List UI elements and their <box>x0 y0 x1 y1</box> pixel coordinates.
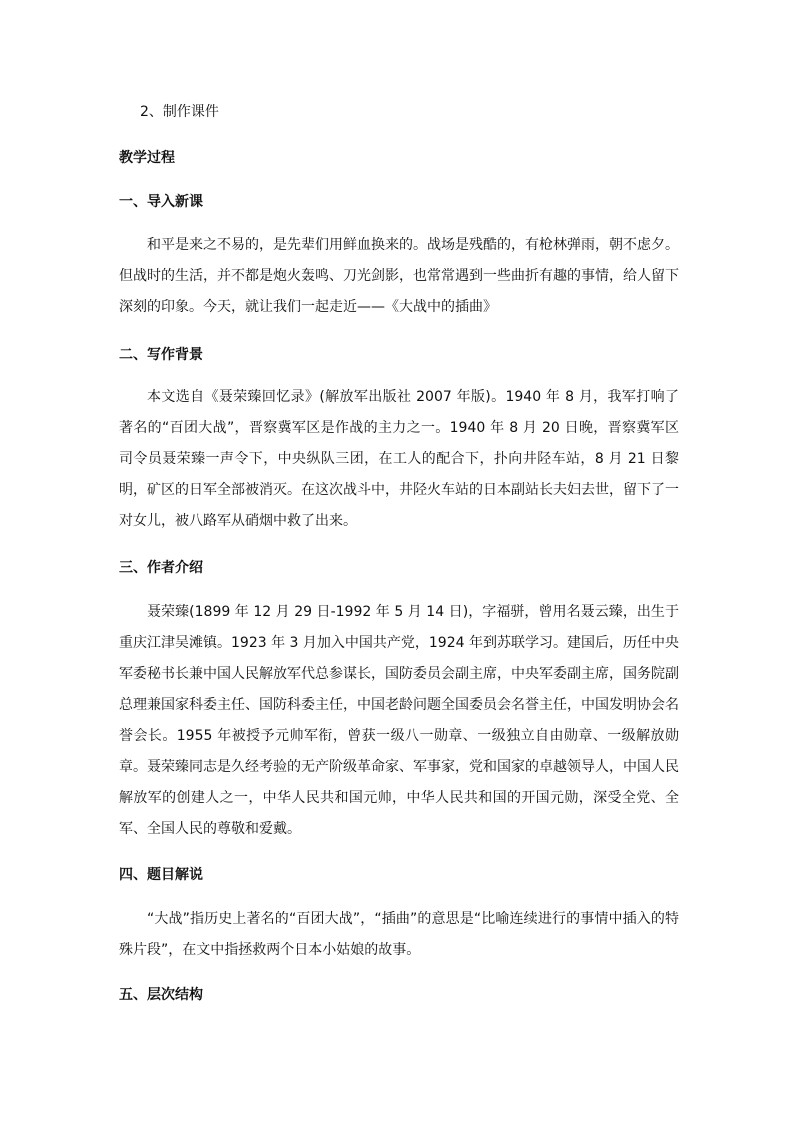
section-heading-structure: 五、层次结构 <box>119 987 203 1003</box>
teaching-process-heading: 教学过程 <box>119 150 175 166</box>
section-paragraph-background: 本文选自《聂荣臻回忆录》(解放军出版社 2007 年版)。1940 年 8 月，我军打响了著名的“百团大战”，晋察冀军区是作战的主力之一。1940 年 8 月 20 日晚，晋察冀军区司令员聂荣臻一声令下，中央纵队三团，在工人的配合下，扑向井陉车站，8 月 21 日黎明，矿区的日军全部被消灭。在这次战斗中，井陉火车站的日本副站长夫妇去世，留下了一对女儿，被八路军从硝烟中救了出来。 <box>119 389 679 529</box>
section-paragraph-author: 聂荣臻(1899 年 12 月 29 日-1992 年 5 月 14 日)，字福骈，曾用名聂云臻，出生于重庆江津吴滩镇。1923 年 3 月加入中国共产党，1924 年到苏联学习。建国后，历任中央军委秘书长兼中国人民解放军代总参谋长，国防委员会副主席，中央军委副主席，国务院副总理兼国家科委主任、国防科委主任，中国老龄问题全国委员会名誉主任，中国发明协会名誉会长。1955 年被授予元帅军衔，曾获一级八一勋章、一级独立自由勋章、一级解放勋章。聂荣臻同志是久经考验的无产阶级革命家、军事家，党和国家的卓越领导人，中国人民解放军的创建人之一，中华人民共和国元帅，中华人民共和国的开国元勋，深受全党、全军、全国人民的尊敬和爱戴。 <box>119 604 679 837</box>
section-heading-background: 二、写作背景 <box>119 347 203 363</box>
section-heading-intro: 一、导入新课 <box>119 194 203 210</box>
prep-item: 2、制作课件 <box>140 104 219 120</box>
section-heading-author: 三、作者介绍 <box>119 560 203 576</box>
section-paragraph-title-explanation: “大战”指历史上著名的“百团大战”，“插曲”的意思是“比喻连续进行的事情中插入的特殊片段”，在文中指拯救两个日本小姑娘的故事。 <box>119 911 679 958</box>
section-paragraph-intro: 和平是来之不易的，是先辈们用鲜血换来的。战场是残酷的，有枪林弹雨，朝不虑夕。但战时的生活，并不都是炮火轰鸣、刀光剑影，也常常遇到一些曲折有趣的事情，给人留下深刻的印象。今天，就让我们一起走近——《大战中的插曲》 <box>119 237 679 315</box>
section-heading-title-explanation: 四、题目解说 <box>119 867 203 883</box>
